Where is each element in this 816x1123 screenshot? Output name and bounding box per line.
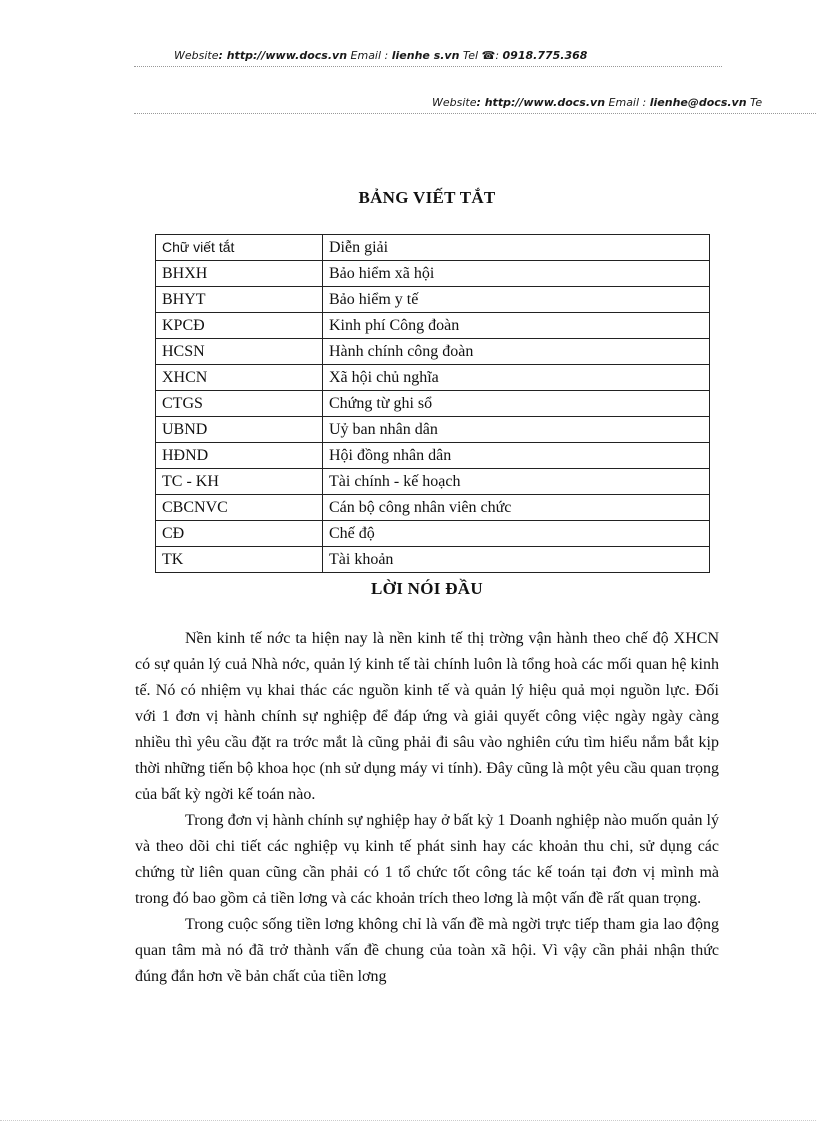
meaning-cell: Hội đồng nhân dân <box>323 443 710 469</box>
table-row <box>156 417 710 443</box>
table-row <box>156 313 710 339</box>
abbreviations-title: BẢNG VIẾT TẮT <box>358 188 496 207</box>
abbreviations-table <box>155 234 710 573</box>
table-row <box>156 339 710 365</box>
paragraph: Nền kinh tế nớc ta hiện nay là nền kinh tế thị trờng vận hành theo chế độ XHCN có sự quản lý cuả Nhà nớc, quản lý kinh tế tài chính luôn là tổng hoà các mối quan hệ kinh tế. Nó có nhiệm vụ khai thác các nguồn kinh tế và quản lý hiệu quả mọi nguồn lực. Đối với 1 đơn vị hành chính sự nghiệp để đáp ứng và giải quyết công việc ngày ngày càng nhiều thì yêu cầu đặt ra trớc mắt là cũng phải đi sâu vào nghiên cứu tìm hiểu nắm bắt kịp thời những tiến bộ khoa học (nh sử dụng máy vi tính). Đây cũng là một yêu cầu quan trọng của bất kỳ ngời kế toán nào. <box>135 630 719 803</box>
meaning-cell: Cán bộ công nhân viên chức <box>323 495 710 521</box>
meaning-cell: Hành chính công đoàn <box>323 339 710 365</box>
abbreviation-cell: CTGS <box>156 391 323 417</box>
header-email-label: Email : <box>347 49 392 62</box>
meaning-cell: Chế độ <box>323 521 710 547</box>
table-row <box>156 443 710 469</box>
header-divider <box>134 113 816 114</box>
meaning-cell: Tài chính - kế hoạch <box>323 469 710 495</box>
table-row <box>156 261 710 287</box>
abbreviation-cell: HĐND <box>156 443 323 469</box>
abbreviation-cell: XHCN <box>156 365 323 391</box>
abbreviation-cell: BHXH <box>156 261 323 287</box>
meaning-cell: Xã hội chủ nghĩa <box>323 365 710 391</box>
page-bottom-divider <box>0 1120 816 1121</box>
meaning-cell: Bảo hiểm y tế <box>323 287 710 313</box>
header-email[interactable]: lienhe s.vn <box>391 49 460 62</box>
header-divider <box>134 66 722 67</box>
table-header-cell: Diễn giải <box>323 235 710 261</box>
abbreviation-cell: CBCNVC <box>156 495 323 521</box>
abbreviation-cell: UBND <box>156 417 323 443</box>
table-row <box>156 469 710 495</box>
header-tel: 0918.775.368 <box>502 49 588 62</box>
abbreviation-cell: TC - KH <box>156 469 323 495</box>
table-row <box>156 521 710 547</box>
abbreviation-cell: TK <box>156 547 323 573</box>
table-row <box>156 547 710 573</box>
meaning-cell: Chứng từ ghi sổ <box>323 391 710 417</box>
paragraph: Trong đơn vị hành chính sự nghiệp hay ở bất kỳ 1 Doanh nghiệp nào muốn quản lý và theo dõi chi tiết các nghiệp vụ kinh tế phát sinh hay các khoản thu chi, sử dụng các chứng từ liên quan cũng cần phải có 1 tổ chức tốt công tác kế toán tại đơn vị mình mà trong đó bao gồm cả tiền lơng và các khoản trích theo lơng là một vấn đề rất quan trọng. <box>135 812 719 907</box>
header-line-2 <box>432 96 762 109</box>
table-row <box>156 287 710 313</box>
header-email[interactable]: lienhe@docs.vn <box>649 96 747 109</box>
table-header-cell: Chữ viết tắt <box>156 235 323 261</box>
table-row <box>156 495 710 521</box>
table-row <box>156 391 710 417</box>
meaning-cell: Tài khoản <box>323 547 710 573</box>
header-website-url[interactable]: : http://www.docs.vn <box>476 96 606 109</box>
header-tel-label: Te <box>746 96 763 109</box>
header-website-label: Website <box>432 96 477 109</box>
meaning-cell: Bảo hiểm xã hội <box>323 261 710 287</box>
header-email-label: Email : <box>605 96 650 109</box>
table-header-row <box>156 235 710 261</box>
header-line-1 <box>174 49 587 62</box>
abbreviation-cell: BHYT <box>156 287 323 313</box>
paragraph: Trong cuộc sống tiền lơng không chỉ là vấn đề mà ngời trực tiếp tham gia lao động quan tâm mà nó đã trở thành vấn đề chung của toàn xã hội. Vì vậy cần phải nhận thức đúng đắn hơn về bản chất của tiền lơng <box>135 916 719 985</box>
header-website-url[interactable]: : http://www.docs.vn <box>218 49 348 62</box>
header-website-label: Website <box>174 49 219 62</box>
intro-title: LỜI NÓI ĐẦU <box>371 579 483 598</box>
header-tel-label: Tel ☎: <box>459 49 503 62</box>
intro-body <box>135 626 719 990</box>
abbreviation-cell: KPCĐ <box>156 313 323 339</box>
table-row <box>156 365 710 391</box>
meaning-cell: Kinh phí Công đoàn <box>323 313 710 339</box>
abbreviation-cell: CĐ <box>156 521 323 547</box>
meaning-cell: Uỷ ban nhân dân <box>323 417 710 443</box>
abbreviation-cell: HCSN <box>156 339 323 365</box>
